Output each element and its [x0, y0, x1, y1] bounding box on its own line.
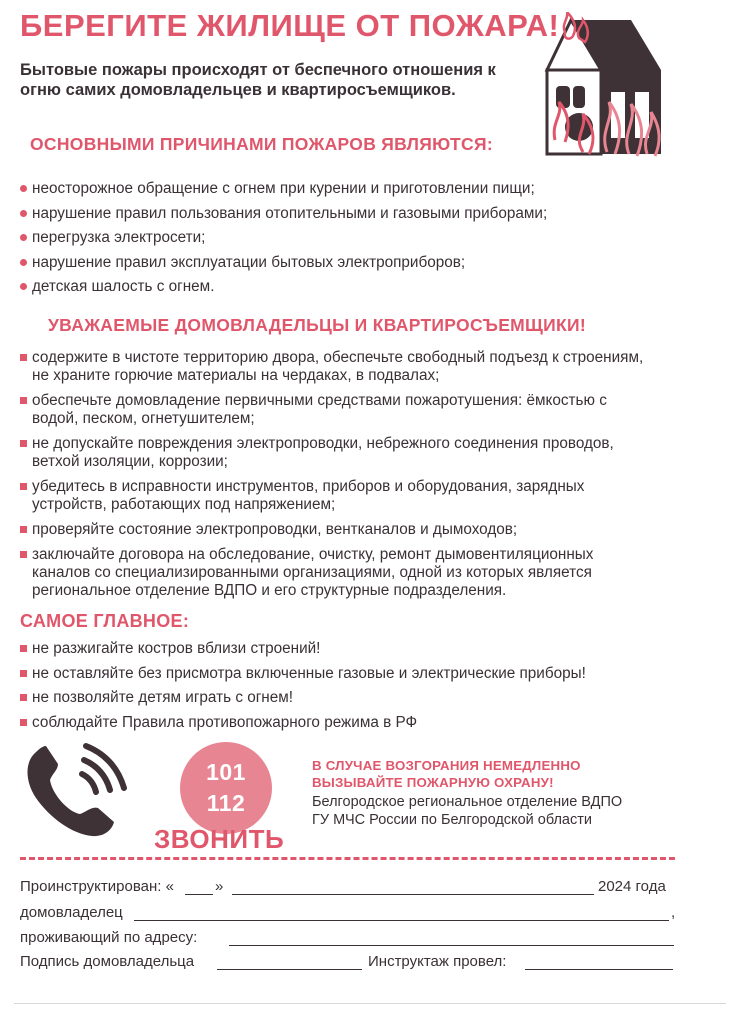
org-line-2: ГУ МЧС России по Белгородской области — [312, 812, 592, 828]
owner-comma: , — [671, 904, 676, 921]
list-item: проверяйте состояние электропроводки, вентканалов и дымоходов; — [20, 521, 655, 539]
list-item: не допускайте повреждения электропроводки, небрежного соединения проводов, ветхой изоляции, коррозии; — [20, 435, 655, 471]
day-field[interactable] — [185, 894, 213, 895]
list-item: не разжигайте костров вблизи строений! — [20, 640, 680, 658]
phone-icon — [20, 740, 140, 840]
alert-line-2: ВЫЗЫВАЙТЕ ПОЖАРНУЮ ОХРАНУ! — [312, 775, 554, 790]
instructor-label: Инструктаж провел: — [368, 953, 507, 970]
list-item: убедитесь в исправности инструментов, приборов и оборудования, зарядных устройств, работающих под напряжением; — [20, 478, 655, 514]
instructed-label: Проинструктирован: « — [20, 878, 174, 895]
page-bottom-rule — [14, 1003, 726, 1004]
list-item: заключайте договора на обследование, очистку, ремонт дымовентиляционных каналов со специализированными организациями, одной из которых является региональное отделение ВДПО и его структурные подразделения. — [20, 546, 655, 600]
intro-text: Бытовые пожары происходят от беспечного отношения к огню самих домовладельцев и квартиросъемщиков. — [20, 61, 496, 99]
owner-field[interactable] — [134, 920, 669, 921]
signature-field[interactable] — [217, 969, 362, 970]
list-item: неосторожное обращение с огнем при курении и приготовлении пищи; — [20, 180, 620, 198]
alert-line-1: В СЛУЧАЕ ВОЗГОРАНИЯ НЕМЕДЛЕННО — [312, 758, 581, 773]
form-row-address — [20, 929, 675, 946]
instructor-field[interactable] — [525, 969, 673, 970]
organization-text — [312, 793, 692, 829]
causes-heading: ОСНОВНЫМИ ПРИЧИНАМИ ПОЖАРОВ ЯВЛЯЮТСЯ: — [30, 134, 493, 154]
causes-list — [20, 180, 620, 303]
call-label: ЗВОНИТЬ — [154, 824, 285, 854]
main-heading: САМОЕ ГЛАВНОЕ: — [20, 611, 190, 631]
year-label: 2024 года — [598, 878, 666, 895]
form-row-instructed — [20, 878, 675, 895]
emergency-number-112: 112 — [206, 790, 246, 816]
list-item: нарушение правил эксплуатации бытовых электроприборов; — [20, 254, 620, 272]
signature-label: Подпись домовладельца — [20, 953, 195, 970]
address-label: проживающий по адресу: — [20, 929, 198, 946]
org-line-1: Белгородское региональное отделение ВДПО — [312, 794, 623, 810]
list-item: соблюдайте Правила противопожарного режима в РФ — [20, 714, 680, 732]
dashed-divider — [20, 857, 675, 860]
list-item: перегрузка электросети; — [20, 229, 620, 247]
advice-heading: УВАЖАЕМЫЕ ДОМОВЛАДЕЛЬЦЫ И КВАРТИРОСЪЕМЩИКИ! — [48, 315, 587, 335]
alert-text — [312, 757, 632, 791]
list-item: детская шалость с огнем. — [20, 278, 620, 296]
burning-house-icon — [543, 12, 663, 157]
main-list — [20, 640, 680, 738]
list-item: не позволяйте детям играть с огнем! — [20, 689, 680, 707]
form-row-signature — [20, 953, 675, 970]
address-field[interactable] — [229, 945, 674, 946]
owner-label: домовладелец — [20, 904, 123, 921]
page-title: БЕРЕГИТЕ ЖИЛИЩЕ ОТ ПОЖАРА! — [20, 8, 560, 43]
list-item: нарушение правил пользования отопительными и газовыми приборами; — [20, 205, 620, 223]
emergency-number-101: 101 — [206, 759, 246, 785]
advice-list — [20, 349, 655, 607]
emergency-numbers-badge — [180, 742, 272, 834]
list-item: обеспечьте домовладение первичными средствами пожаротушения: ёмкостью с водой, песком, огнетушителем; — [20, 392, 655, 428]
month-field[interactable] — [232, 894, 594, 895]
list-item: не оставляйте без присмотра включенные газовые и электрические приборы! — [20, 665, 680, 683]
quote-close: » — [215, 878, 224, 895]
list-item: содержите в чистоте территорию двора, обеспечьте свободный подъезд к строениям, не храните горючие материалы на чердаках, в подвалах; — [20, 349, 655, 385]
form-row-owner — [20, 904, 680, 921]
